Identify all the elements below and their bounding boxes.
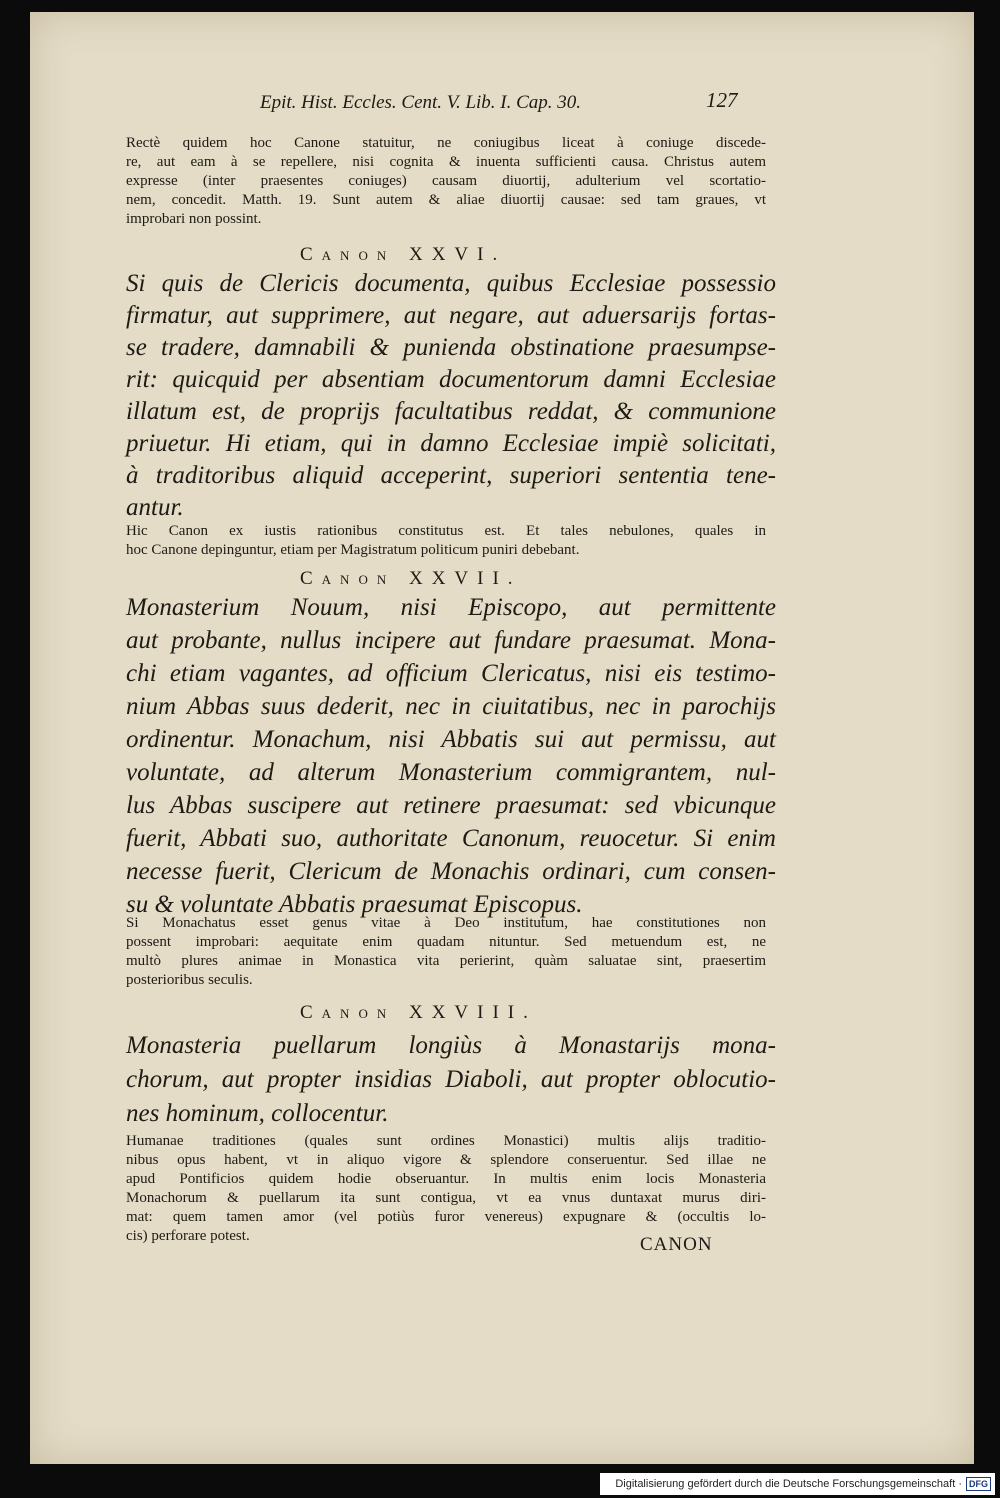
dfg-logo-icon: DFG xyxy=(966,1477,991,1491)
text-line: Rectè quidem hoc Canone statuitur, ne coniugibus liceat à coniuge discede- xyxy=(126,135,766,151)
canon-heading: Canon XXVII. xyxy=(300,568,522,589)
canon-text-line: se tradere, damnabili & punienda obstinatione praesumpse- xyxy=(126,334,776,361)
text-line: mat: quem tamen amor (vel potiùs furor venereus) expugnare & (occultis lo- xyxy=(126,1209,766,1225)
canon-text-line: chorum, aut propter insidias Diaboli, aut propter oblocutio- xyxy=(126,1066,776,1093)
canon-text-line: nes hominum, collocentur. xyxy=(126,1100,389,1127)
canon-text-line: Si quis de Clericis documenta, quibus Ecclesiae possessio xyxy=(126,270,776,297)
text-line: Humanae traditiones (quales sunt ordines Monastici) multis alijs traditio- xyxy=(126,1133,766,1149)
text-line: apud Pontificios quidem hodie obseruantur. In multis enim locis Monasteria xyxy=(126,1171,766,1187)
footer-text: Digitalisierung gefördert durch die Deutsche Forschungsgemeinschaft · xyxy=(615,1478,962,1490)
text-line: re, aut eam à se repellere, nisi cognita & inuenta sufficienti causa. Christus autem xyxy=(126,154,766,170)
text-line: improbari non possint. xyxy=(126,211,262,227)
canon-text-line: Monasteria puellarum longiùs à Monastarijs mona- xyxy=(126,1032,776,1059)
canon-text-line: nium Abbas suus dederit, nec in ciuitatibus, nec in parochijs xyxy=(126,693,776,720)
canon-text-line: priuetur. Hi etiam, qui in damno Ecclesiae impiè solicitati, xyxy=(126,430,776,457)
page-number: 127 xyxy=(706,88,738,112)
canon-text-line: antur. xyxy=(126,494,184,521)
canon-text-line: lus Abbas suscipere aut retinere praesumat: sed vbicunque xyxy=(126,792,776,819)
text-line: multò plures animae in Monastica vita perierint, quàm saluatae sint, praesertim xyxy=(126,953,766,969)
canon-text-line: fuerit, Abbati suo, authoritate Canonum, reuocetur. Si enim xyxy=(126,825,776,852)
canon-text-line: rit: quicquid per absentiam documentorum damni Ecclesiae xyxy=(126,366,776,393)
canon-heading: Canon XXVIII. xyxy=(300,1002,537,1023)
canon-text-line: necesse fuerit, Clericum de Monachis ordinari, cum consen- xyxy=(126,858,776,885)
canon-heading: Canon XXVI. xyxy=(300,244,507,265)
canon-text-line: chi etiam vagantes, ad officium Clericatus, nisi eis testimo- xyxy=(126,660,776,687)
text-line: hoc Canone depinguntur, etiam per Magistratum politicum puniri debebant. xyxy=(126,542,580,558)
catchword: CANON xyxy=(640,1234,713,1255)
text-line: cis) perforare potest. xyxy=(126,1228,250,1244)
canon-text-line: illatum est, de proprijs facultatibus reddat, & communione xyxy=(126,398,776,425)
text-line: expresse (inter praesentes coniuges) causam diuortij, adulterium vel scortatio- xyxy=(126,173,766,189)
digitization-footer xyxy=(600,1473,995,1495)
canon-text-line: su & voluntate Abbatis praesumat Episcopus. xyxy=(126,891,583,918)
text-line: nem, concedit. Matth. 19. Sunt autem & aliae diuortij causae: sed tam graues, vt xyxy=(126,192,766,208)
text-line: possent improbari: aequitate enim quadam nituntur. Sed metuendum est, ne xyxy=(126,934,766,950)
book-page xyxy=(30,12,974,1464)
text-line: Monachorum & puellarum ita sunt contigua, vt ea vnus duntaxat murus diri- xyxy=(126,1190,766,1206)
page-text xyxy=(30,12,974,1464)
canon-text-line: voluntate, ad alterum Monasterium commigrantem, nul- xyxy=(126,759,776,786)
text-line: posterioribus seculis. xyxy=(126,972,253,988)
canon-text-line: ordinentur. Monachum, nisi Abbatis sui aut permissu, aut xyxy=(126,726,776,753)
canon-text-line: aut probante, nullus incipere aut fundare praesumat. Mona- xyxy=(126,627,776,654)
canon-text-line: à traditoribus aliquid acceperint, superiori sententia tene- xyxy=(126,462,776,489)
canon-text-line: firmatur, aut supprimere, aut negare, aut aduersarijs fortas- xyxy=(126,302,776,329)
text-line: Hic Canon ex iustis rationibus constitutus est. Et tales nebulones, quales in xyxy=(126,523,766,539)
running-title: Epit. Hist. Eccles. Cent. V. Lib. I. Cap. 30. xyxy=(260,92,582,113)
text-line: nibus opus habent, vt in aliquo vigore & splendore conseruentur. Sed illae ne xyxy=(126,1152,766,1168)
canon-text-line: Monasterium Nouum, nisi Episcopo, aut permittente xyxy=(126,594,776,621)
text-line: Si Monachatus esset genus vitae à Deo institutum, hae constitutiones non xyxy=(126,915,766,931)
